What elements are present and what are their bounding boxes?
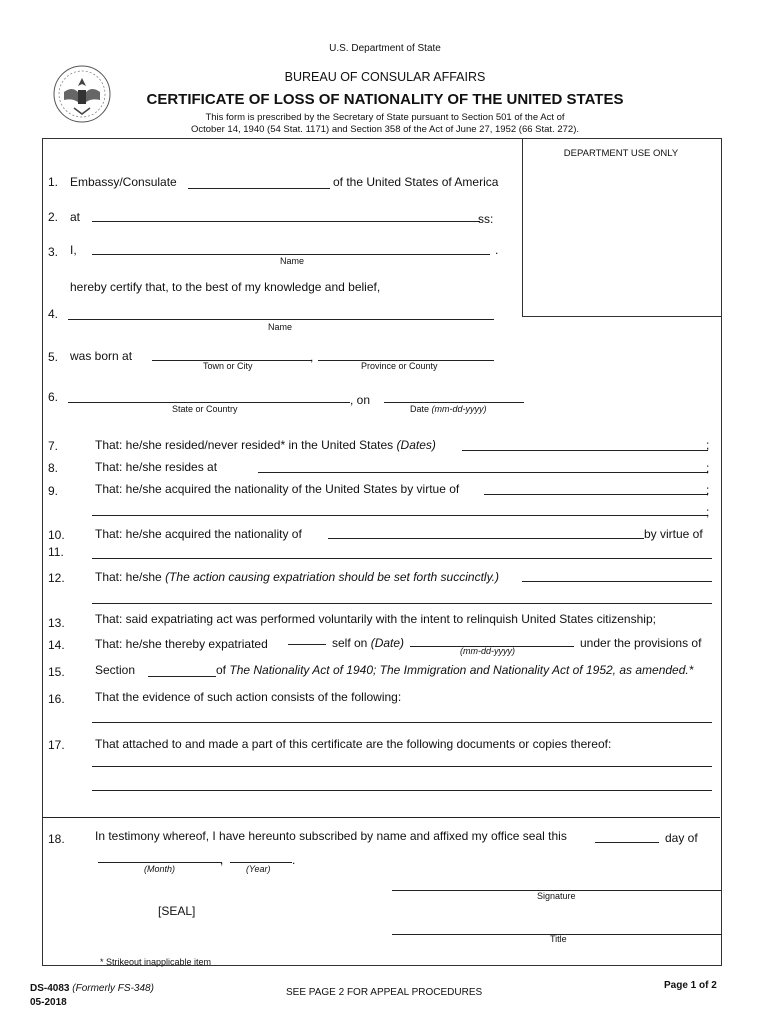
- section-field[interactable]: [148, 660, 216, 677]
- comma: ,: [310, 350, 314, 364]
- name-caption: Name: [268, 322, 293, 332]
- acquired-foreign-text: That: he/she acquired the nationality of: [95, 527, 302, 541]
- province-field[interactable]: [318, 344, 494, 361]
- town-caption: Town or City: [203, 361, 253, 371]
- voluntary-text: That: said expatriating act was performed voluntarily with the intent to relinquish United States citizenship;: [95, 612, 656, 626]
- item-number: 16.: [48, 692, 65, 706]
- signature-field[interactable]: [392, 874, 722, 891]
- province-caption: Province or County: [361, 361, 438, 371]
- action-field-2[interactable]: [92, 587, 712, 604]
- item-number: 13.: [48, 616, 65, 630]
- action-field[interactable]: [522, 565, 712, 582]
- state-field[interactable]: [68, 386, 350, 403]
- semicolon: ;: [706, 438, 710, 452]
- at-label: at: [70, 210, 81, 224]
- location-field[interactable]: [92, 205, 480, 222]
- bureau: BUREAU OF CONSULAR AFFAIRS: [284, 70, 486, 84]
- section-label: Section: [95, 663, 136, 677]
- birth-date-field[interactable]: [384, 386, 524, 403]
- item-number: 17.: [48, 738, 65, 752]
- item-number: 5.: [48, 350, 59, 364]
- month-field[interactable]: [98, 846, 222, 863]
- item-number: 18.: [48, 832, 65, 846]
- agency: U.S. Department of State: [329, 43, 441, 54]
- item-number: 14.: [48, 638, 65, 652]
- strikeout-note: * Strikeout inapplicable item: [100, 957, 212, 967]
- state-caption: State or Country: [172, 404, 238, 414]
- self-on-label: self on (Date): [332, 636, 405, 650]
- acquired-us-field-2[interactable]: [92, 499, 708, 516]
- month-caption: (Month): [144, 864, 176, 874]
- action-text: That: he/she (The action causing expatriation should be set forth succinctly.): [95, 570, 500, 584]
- person-name-field[interactable]: [68, 303, 494, 320]
- embassy-field[interactable]: [188, 172, 330, 189]
- signature-caption: Signature: [537, 891, 576, 901]
- documents-text: That attached to and made a part of this certificate are the following documents or copies thereof:: [95, 737, 612, 751]
- item-number: 11.: [48, 545, 64, 559]
- provisions-label: under the provisions of: [580, 636, 702, 650]
- appeal-note: SEE PAGE 2 FOR APPEAL PROCEDURES: [286, 987, 483, 998]
- ss-label: ss:: [478, 212, 494, 226]
- form-title: CERTIFICATE OF LOSS OF NATIONALITY OF THE UNITED STATES: [146, 91, 624, 108]
- expatriated-text: That: he/she thereby expatriated: [95, 637, 268, 651]
- item-number: 8.: [48, 461, 59, 475]
- i-label: I,: [70, 243, 77, 257]
- resided-dates-field[interactable]: [462, 434, 708, 451]
- date-caption: Date (mm-dd-yyyy): [410, 404, 487, 414]
- born-at-label: was born at: [70, 349, 133, 363]
- semicolon: ;: [706, 461, 710, 475]
- certify-text: hereby certify that, to the best of my knowledge and belief,: [70, 280, 381, 294]
- on-label: , on: [350, 393, 371, 407]
- item-number: 2.: [48, 210, 59, 224]
- officer-name-field[interactable]: [92, 238, 490, 255]
- item-number: 10.: [48, 528, 65, 542]
- day-field[interactable]: [595, 826, 659, 843]
- acquired-us-field[interactable]: [484, 478, 708, 495]
- embassy-suffix: of the United States of America: [333, 175, 499, 189]
- title-field[interactable]: [392, 918, 722, 935]
- form-date: 05-2018: [30, 997, 67, 1008]
- item-number: 3.: [48, 245, 59, 259]
- item-number: 15.: [48, 665, 65, 679]
- period: .: [292, 853, 296, 867]
- year-caption: (Year): [246, 864, 271, 874]
- evidence-field[interactable]: [92, 706, 712, 723]
- embassy-label: Embassy/Consulate: [70, 175, 177, 189]
- year-field[interactable]: [230, 846, 292, 863]
- semicolon: ;: [706, 483, 710, 497]
- evidence-text: That the evidence of such action consists of the following:: [95, 690, 402, 704]
- testimony-text: In testimony whereof, I have hereunto subscribed by name and affixed my office seal this: [95, 829, 567, 843]
- page-number: Page 1 of 2: [664, 980, 717, 991]
- date-format-caption: (mm-dd-yyyy): [460, 646, 515, 656]
- foreign-nationality-field[interactable]: [328, 522, 644, 539]
- town-field[interactable]: [152, 344, 312, 361]
- item-number: 7.: [48, 439, 59, 453]
- item-number: 6.: [48, 390, 59, 404]
- item-number: 9.: [48, 484, 59, 498]
- comma: ,: [220, 853, 224, 867]
- residence-field[interactable]: [258, 456, 708, 473]
- section-divider: [42, 817, 720, 818]
- prescribed-text: This form is prescribed by the Secretary of State pursuant to Section 501 of the Act of October 14, 1940 (54 Stat. 1171) and Section 358 of the Act of June 27, 1952 (66 Stat. 272).: [190, 112, 579, 135]
- by-virtue-label: by virtue of: [644, 527, 703, 541]
- form-number: DS-4083 (Formerly FS-348): [30, 983, 154, 994]
- seal-label: [SEAL]: [158, 904, 196, 918]
- acquired-us-text: That: he/she acquired the nationality of the United States by virtue of: [95, 482, 460, 496]
- department-use-box: [522, 138, 721, 317]
- documents-field[interactable]: [92, 750, 712, 767]
- expatriation-date-field[interactable]: [410, 630, 574, 647]
- by-virtue-field[interactable]: [92, 542, 712, 559]
- day-of-label: day of: [665, 831, 698, 845]
- semicolon: ;: [706, 505, 710, 519]
- resided-text: That: he/she resided/never resided* in the United States (Dates): [95, 438, 436, 452]
- title-caption: Title: [550, 934, 567, 944]
- blank-line: [288, 644, 326, 645]
- item-number: 12.: [48, 571, 65, 585]
- department-use-label: DEPARTMENT USE ONLY: [563, 148, 679, 159]
- resides-text: That: he/she resides at: [95, 460, 218, 474]
- name-caption: Name: [280, 256, 305, 266]
- documents-field-2[interactable]: [92, 774, 712, 791]
- item-number: 1.: [48, 175, 59, 189]
- period: .: [495, 243, 499, 257]
- act-text: of The Nationality Act of 1940; The Immigration and Nationality Act of 1952, as amended.*: [216, 663, 694, 677]
- item-number: 4.: [48, 307, 59, 321]
